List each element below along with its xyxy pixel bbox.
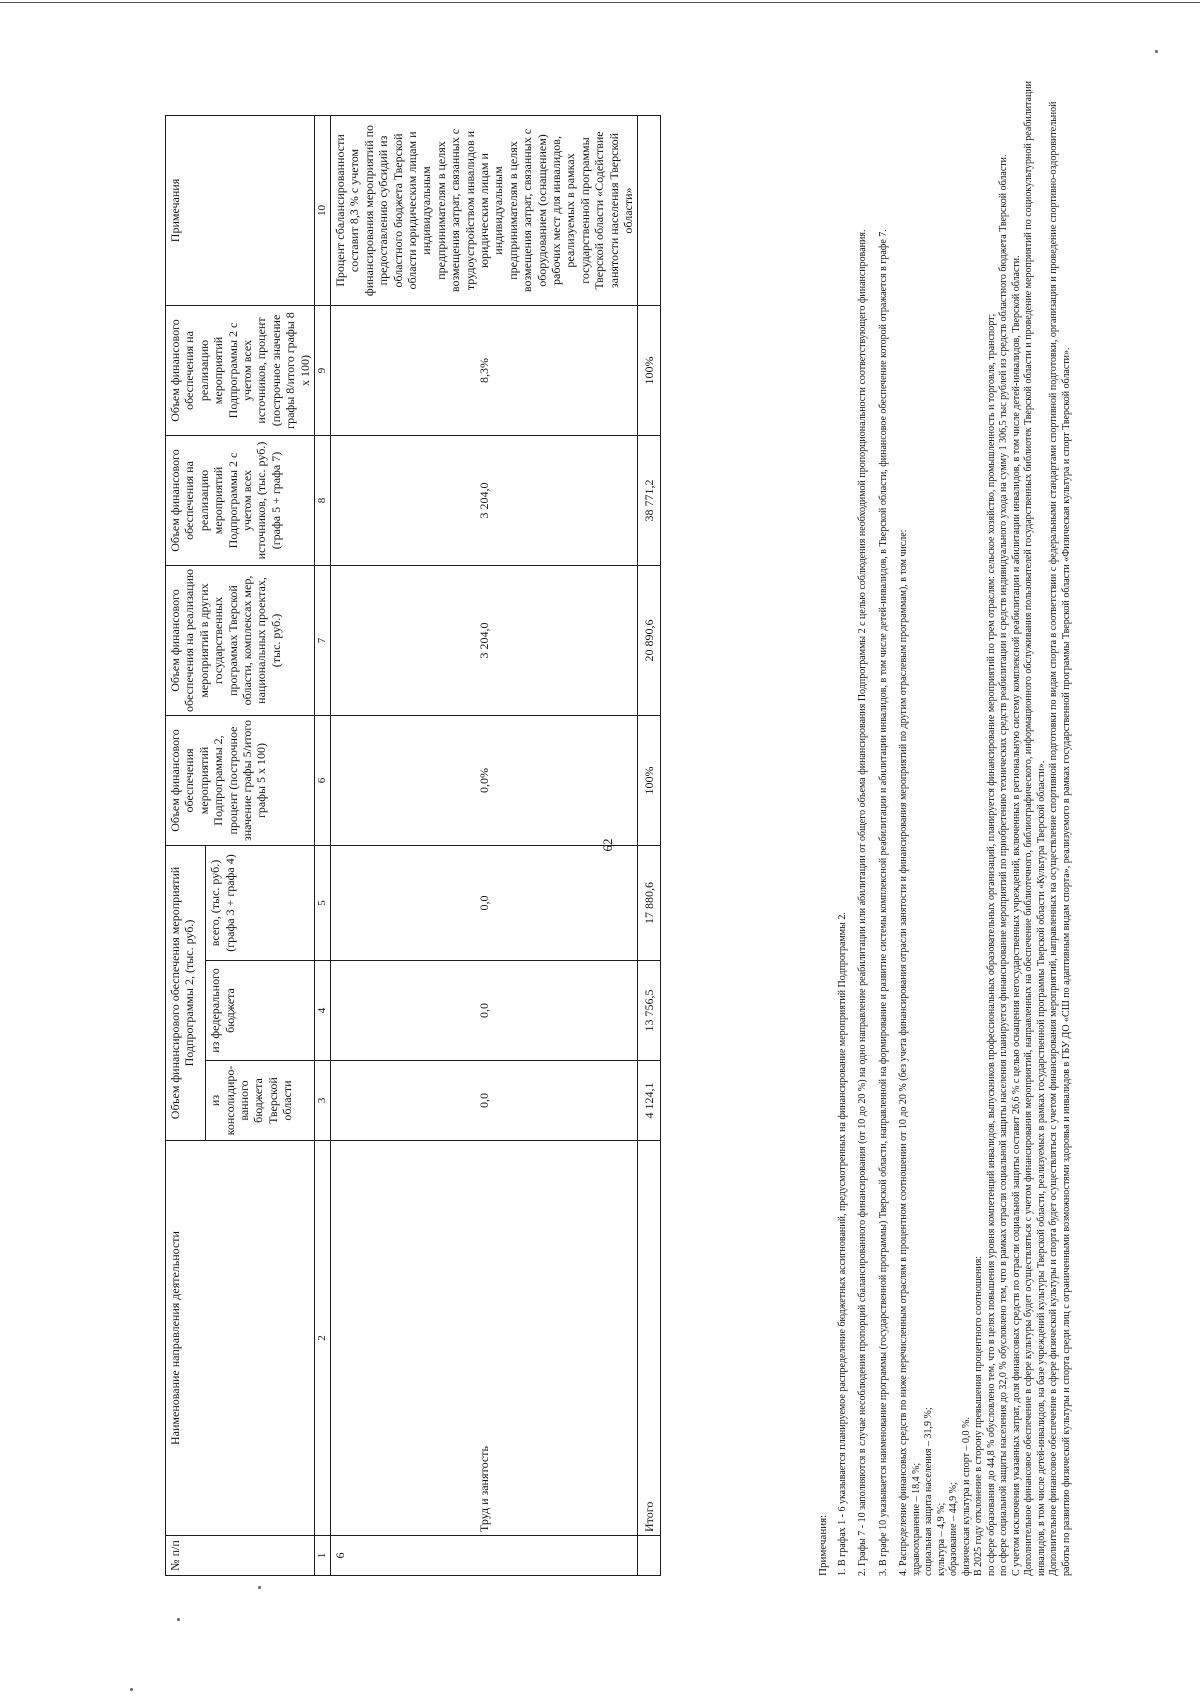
note-line: социальная защита населения – 31,9 %; — [923, 1407, 935, 1576]
total-no — [638, 1536, 661, 1576]
header-no: № п/п — [166, 1536, 315, 1576]
note-line: В 2025 году отклонение в сторону превышения процентного соотношения: — [973, 1255, 985, 1576]
note-line: Дополнительное финансовое обеспечение в сфере культуры будет осуществляться с учетом финансирования мероприятий, направленных на обеспечение библиотечного, библиографического, информационного обслуживания пользователей государственных библиотек Тверской области и проведение мероприятий по социокультурной реабилитации инвалидов, в том числе детей-инвалидов, на базе учреждений культуры Тверской области, реализуемых в рамках государственной программы Тверской области «Культура Тверской области». — [1023, 80, 1047, 1576]
note-line: образование – 44,9 %; — [948, 1482, 960, 1576]
row-note: Процент сбалансированности составит 8,3 % с учетом финансирования мероприятий по предоставлению субсидий из областного бюджета Тверской области юридическим лицам и индивидуальным предпринимателям в целях возмещения затрат, связанных с трудоустройством инвалидов и юридическим лицам и индивидуальным предпринимателям в целях возмещения затрат, связанных с оборудованием (оснащением) рабочих мест для инвалидов, реализуемых в рамках государственной программы Тверской области «Содействие занятости населения Тверской области» — [331, 116, 638, 306]
header-name: Наименование направления деятельности — [166, 1141, 315, 1536]
note-item-4 — [898, 76, 1073, 1576]
total-g9: 100% — [638, 306, 661, 436]
column-number: 2 — [314, 1141, 330, 1536]
note-line: по сфере образования до 44,8 % обусловлено тем, что в целях повышения уровня компетенций инвалидов, выпускников профессиональных образовательных организаций, планируется финансирование мероприятий по трем отраслям: сельское хозяйство, промышленность и торговля, транспорт; — [985, 313, 997, 1576]
note-line: здравоохранение – 18,4 %; — [910, 1462, 922, 1576]
total-row — [638, 116, 661, 1576]
row-g5: 0,0 — [331, 846, 638, 961]
column-number: 10 — [314, 116, 330, 306]
notes-title: Примечания: — [817, 1514, 829, 1576]
total-g10 — [638, 116, 661, 306]
total-g8: 38 771,2 — [638, 436, 661, 566]
scan-speck — [1155, 50, 1158, 53]
note-item: 3. В графе 10 указывается наименование программы (государственной программы) Тверской области, направленной на формирование и развитие системы комплексной реабилитации и абилитации инвалидов, в том числе детей-инвалидов, в Тверской области, финансовое обеспечение которой отражается в графе 7. — [877, 229, 889, 1576]
column-number: 9 — [314, 306, 330, 436]
row-no: 6 — [331, 1536, 638, 1576]
note-line: 4. Распределение финансовых средств по ниже перечисленным отраслям в процентном соотношении от 10 до 20 % (без учета финансирования отрасли занятости и финансирования мероприятий по другим отраслевым программам), в том числе: — [898, 529, 910, 1576]
note-line: культура – 4,9 %; — [935, 1502, 947, 1576]
column-number-row — [314, 116, 330, 1576]
column-number: 8 — [314, 436, 330, 566]
row-g7: 3 204,0 — [331, 566, 638, 716]
row-g3: 0,0 — [331, 1061, 638, 1141]
total-g6: 100% — [638, 716, 661, 846]
column-number: 6 — [314, 716, 330, 846]
scan-top-edge — [0, 2, 1200, 3]
row-name: Труд и занятость — [331, 1141, 638, 1536]
note-item: 1. В графах 1 - 6 указывается планируемое распределение бюджетных ассигнований, предусмотренных на финансирование мероприятий Подпрограммы 2. — [836, 912, 848, 1576]
header-g5: всего, (тыс. руб.) (графа 3 + графа 4) — [206, 846, 315, 961]
header-g4: из федерального бюджета — [206, 961, 315, 1061]
header-g3: из консолидиро-ванного бюджета Тверской области — [206, 1061, 315, 1141]
row-g4: 0,0 — [331, 961, 638, 1061]
total-g3: 4 124,1 — [638, 1061, 661, 1141]
note-line: физическая культура и спорт – 0,0 %. — [960, 1417, 972, 1576]
rotated-document — [105, 46, 1095, 1656]
header-g7: Объем финансового обеспечения на реализацию мероприятий в других государственных программах Тверской области, комплексах мер, национальных проектах, (тыс. руб.) — [166, 566, 315, 716]
header-group-title: Объем финансирового обеспечения мероприятий Подпрограммы 2, (тыс. руб.) — [166, 846, 206, 1141]
notes-section — [817, 76, 1073, 1576]
column-number: 4 — [314, 961, 330, 1061]
header-row — [166, 116, 206, 1576]
table-row — [331, 116, 638, 1576]
row-g8: 3 204,0 — [331, 436, 638, 566]
column-number: 3 — [314, 1061, 330, 1141]
header-g8: Объем финансового обеспечения на реализацию мероприятий Подпрограммы 2 с учетом всех источников, (тыс. руб.) (графа 5 + графа 7) — [166, 436, 315, 566]
note-line: С учетом исключения указанных затрат, доля финансовых средств по отрасли социальной защиты составит 26,6 % с целью оснащения негосударственных учреждений, включенных в региональную систему комплексной реабилитации и абилитации инвалидов, в том числе детей-инвалидов, Тверской области. — [1010, 255, 1022, 1576]
header-notes: Примечания — [166, 116, 315, 306]
row-g9: 8,3% — [331, 306, 638, 436]
page-number: 62 — [600, 838, 615, 852]
header-g9: Объем финансового обеспечения на реализацию мероприятий Подпрограммы 2 с учетом всех источников, процент (построчное значение графы 8/итого графы 8 х 100) — [166, 306, 315, 436]
row-g6: 0,0% — [331, 716, 638, 846]
column-number: 1 — [314, 1536, 330, 1576]
column-number: 5 — [314, 846, 330, 961]
note-item: 2. Графы 7 - 10 заполняются в случае несоблюдения пропорций сбалансированного финансирования (от 10 до 20 %) на одно направление реабилитации или абилитации от общего объема финансирования Подпрограммы 2 с целью соблюдения необходимой пропорциональности соответствующего финансирования. — [857, 229, 869, 1576]
financing-table — [165, 115, 661, 1576]
scan-speck — [130, 1688, 133, 1691]
column-number: 7 — [314, 566, 330, 716]
header-g6: Объем финансового обеспечения мероприятий Подпрограммы 2, процент (построчное значение графы 5/итого графы 5 х 100) — [166, 716, 315, 846]
total-label: Итого — [638, 1141, 661, 1536]
note-line: по сфере социальной защиты населения до 32,0 % обусловлено тем, что в рамках отрасли социальной защиты населения планируется финансирование мероприятий по приобретению технических средств реабилитации и средств индивидуального ухода на сумму 1 306,5 тыс рублей из средств областного бюджета Тверской области. — [998, 154, 1010, 1576]
total-g5: 17 880,6 — [638, 846, 661, 961]
total-g7: 20 890,6 — [638, 566, 661, 716]
total-g4: 13 756,5 — [638, 961, 661, 1061]
note-line: Дополнительное финансовое обеспечение в сфере физической культуры и спорта будет осуществляться с учетом финансирования мероприятий, направленных на осуществление спортивной подготовки по видам спорта в соответствии с федеральными стандартами спортивной подготовки, организация и проведение спортивно-оздоровительной работы по развитию физической культуры и спорта среди лиц с ограниченными возможностями здоровья и инвалидов в ГБУ ДО «СШ по адаптивным видам спорта», реализуемого в рамках государственной программы Тверской области «Физическая культура и спорт Тверской области». — [1048, 101, 1072, 1576]
